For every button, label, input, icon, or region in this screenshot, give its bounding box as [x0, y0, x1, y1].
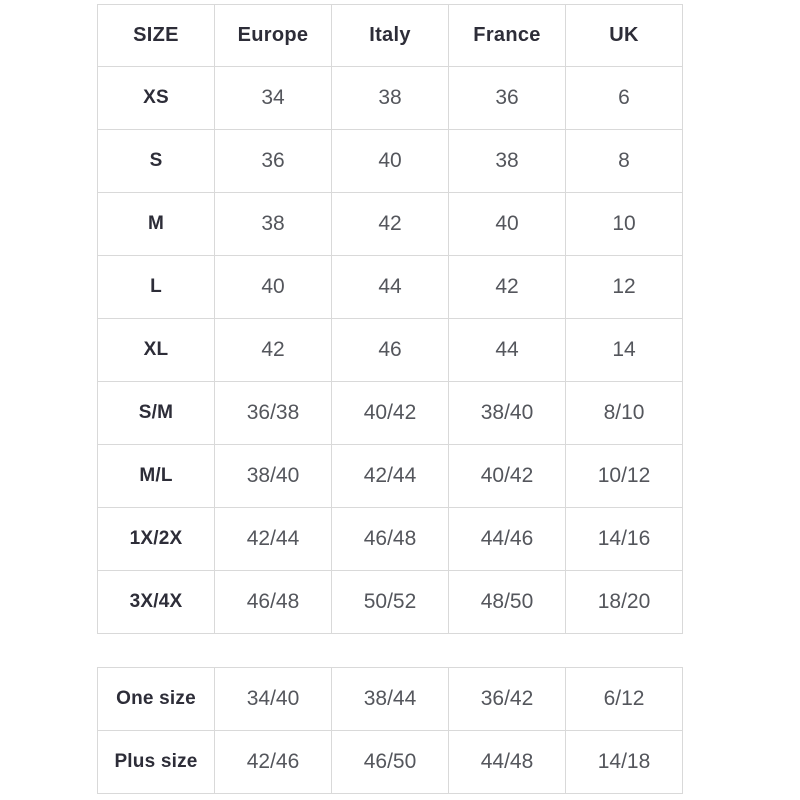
table-row: [98, 382, 683, 445]
size-value-cell: 40/42: [332, 382, 449, 445]
size-value-cell: 38: [449, 130, 566, 193]
size-conversion-table: [97, 4, 683, 634]
size-label-cell: M/L: [98, 445, 215, 508]
size-value-cell: 40: [449, 193, 566, 256]
size-value-cell: 46: [332, 319, 449, 382]
size-value-cell: 40/42: [449, 445, 566, 508]
size-value-cell: 42: [332, 193, 449, 256]
column-header-size: SIZE: [98, 5, 215, 67]
size-label-cell: XL: [98, 319, 215, 382]
size-value-cell: 48/50: [449, 571, 566, 634]
size-value-cell: 44: [332, 256, 449, 319]
size-value-cell: 44/46: [449, 508, 566, 571]
size-value-cell: 50/52: [332, 571, 449, 634]
size-value-cell: 46/50: [332, 731, 449, 794]
size-value-cell: 40: [215, 256, 332, 319]
table-header: [98, 5, 683, 67]
size-value-cell: 38/40: [449, 382, 566, 445]
size-label-cell: S: [98, 130, 215, 193]
size-value-cell: 46/48: [215, 571, 332, 634]
size-value-cell: 6: [566, 67, 683, 130]
size-value-cell: 8/10: [566, 382, 683, 445]
table-row: [98, 668, 683, 731]
size-label-cell: One size: [98, 668, 215, 731]
size-value-cell: 36/38: [215, 382, 332, 445]
size-value-cell: 10/12: [566, 445, 683, 508]
size-value-cell: 6/12: [566, 668, 683, 731]
size-label-cell: L: [98, 256, 215, 319]
size-value-cell: 14/18: [566, 731, 683, 794]
table-row: [98, 193, 683, 256]
header-row: [98, 5, 683, 67]
size-value-cell: 38/40: [215, 445, 332, 508]
size-value-cell: 42/44: [332, 445, 449, 508]
column-header-uk: UK: [566, 5, 683, 67]
size-value-cell: 46/48: [332, 508, 449, 571]
size-label-cell: 3X/4X: [98, 571, 215, 634]
size-value-cell: 14/16: [566, 508, 683, 571]
size-value-cell: 12: [566, 256, 683, 319]
table-row: [98, 508, 683, 571]
table-row: [98, 731, 683, 794]
table-row: [98, 256, 683, 319]
size-value-cell: 42/46: [215, 731, 332, 794]
size-value-cell: 38: [215, 193, 332, 256]
table-row: [98, 67, 683, 130]
size-value-cell: 8: [566, 130, 683, 193]
size-label-cell: XS: [98, 67, 215, 130]
size-value-cell: 14: [566, 319, 683, 382]
size-label-cell: M: [98, 193, 215, 256]
size-value-cell: 36: [215, 130, 332, 193]
table-row: [98, 130, 683, 193]
size-value-cell: 34: [215, 67, 332, 130]
size-value-cell: 36/42: [449, 668, 566, 731]
size-value-cell: 42/44: [215, 508, 332, 571]
column-header-italy: Italy: [332, 5, 449, 67]
size-value-cell: 44: [449, 319, 566, 382]
size-label-cell: Plus size: [98, 731, 215, 794]
size-value-cell: 42: [449, 256, 566, 319]
column-header-france: France: [449, 5, 566, 67]
column-header-europe: Europe: [215, 5, 332, 67]
size-label-cell: S/M: [98, 382, 215, 445]
table-row: [98, 571, 683, 634]
size-value-cell: 40: [332, 130, 449, 193]
size-value-cell: 38/44: [332, 668, 449, 731]
size-value-cell: 44/48: [449, 731, 566, 794]
size-value-cell: 18/20: [566, 571, 683, 634]
size-value-cell: 10: [566, 193, 683, 256]
size-label-cell: 1X/2X: [98, 508, 215, 571]
size-value-cell: 38: [332, 67, 449, 130]
table-row: [98, 319, 683, 382]
size-value-cell: 42: [215, 319, 332, 382]
size-value-cell: 36: [449, 67, 566, 130]
special-sizes-table: [97, 667, 683, 794]
size-value-cell: 34/40: [215, 668, 332, 731]
table-row: [98, 445, 683, 508]
